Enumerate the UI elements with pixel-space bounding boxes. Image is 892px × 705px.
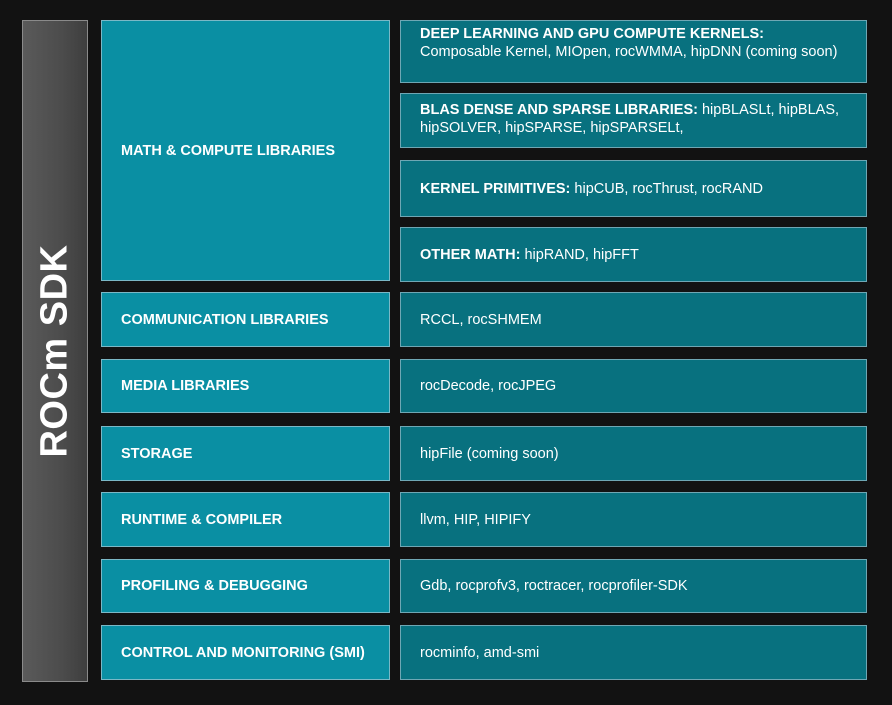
library-profiling-debugging — [400, 559, 867, 613]
category-runtime-compiler: RUNTIME & COMPILER — [101, 492, 390, 547]
library-list: Composable Kernel, MIOpen, rocWMMA, hipDNN (coming soon) — [420, 44, 838, 60]
library-heading: DEEP LEARNING AND GPU COMPUTE KERNELS: — [420, 26, 764, 42]
library-communication — [400, 292, 867, 347]
category-control-monitoring: CONTROL AND MONITORING (SMI) — [101, 625, 390, 680]
library-storage — [400, 426, 867, 481]
library-deep-learning — [400, 20, 867, 83]
sdk-sidebar — [22, 20, 88, 682]
library-list: RCCL, rocSHMEM — [420, 311, 542, 328]
library-control-monitoring — [400, 625, 867, 680]
category-communication: COMMUNICATION LIBRARIES — [101, 292, 390, 347]
library-list: rocminfo, amd-smi — [420, 644, 540, 661]
library-blas — [400, 93, 867, 148]
library-list: hipBLASLt, hipBLAS, hipSOLVER, hipSPARSE, hipSPARSELt, — [420, 102, 840, 136]
library-heading: KERNEL PRIMITIVES: — [420, 180, 571, 197]
library-heading: OTHER MATH: — [420, 246, 521, 263]
library-list: hipCUB, rocThrust, rocRAND — [570, 180, 763, 197]
category-math-compute: MATH & COMPUTE LIBRARIES — [101, 20, 390, 281]
library-list: hipFile (coming soon) — [420, 445, 559, 462]
category-media: MEDIA LIBRARIES — [101, 359, 390, 413]
library-list: llvm, HIP, HIPIFY — [420, 511, 531, 528]
library-kernel-primitives — [400, 160, 867, 217]
library-other-math — [400, 227, 867, 282]
library-heading: BLAS DENSE AND SPARSE LIBRARIES: — [420, 102, 698, 118]
library-media — [400, 359, 867, 413]
category-storage: STORAGE — [101, 426, 390, 481]
library-list: hipRAND, hipFFT — [520, 246, 639, 263]
category-profiling-debugging: PROFILING & DEBUGGING — [101, 559, 390, 613]
library-runtime-compiler — [400, 492, 867, 547]
library-list: rocDecode, rocJPEG — [420, 378, 557, 394]
sdk-title: ROCm SDK — [33, 244, 76, 458]
library-list: Gdb, rocprofv3, roctracer, rocprofiler-SDK — [420, 578, 688, 594]
